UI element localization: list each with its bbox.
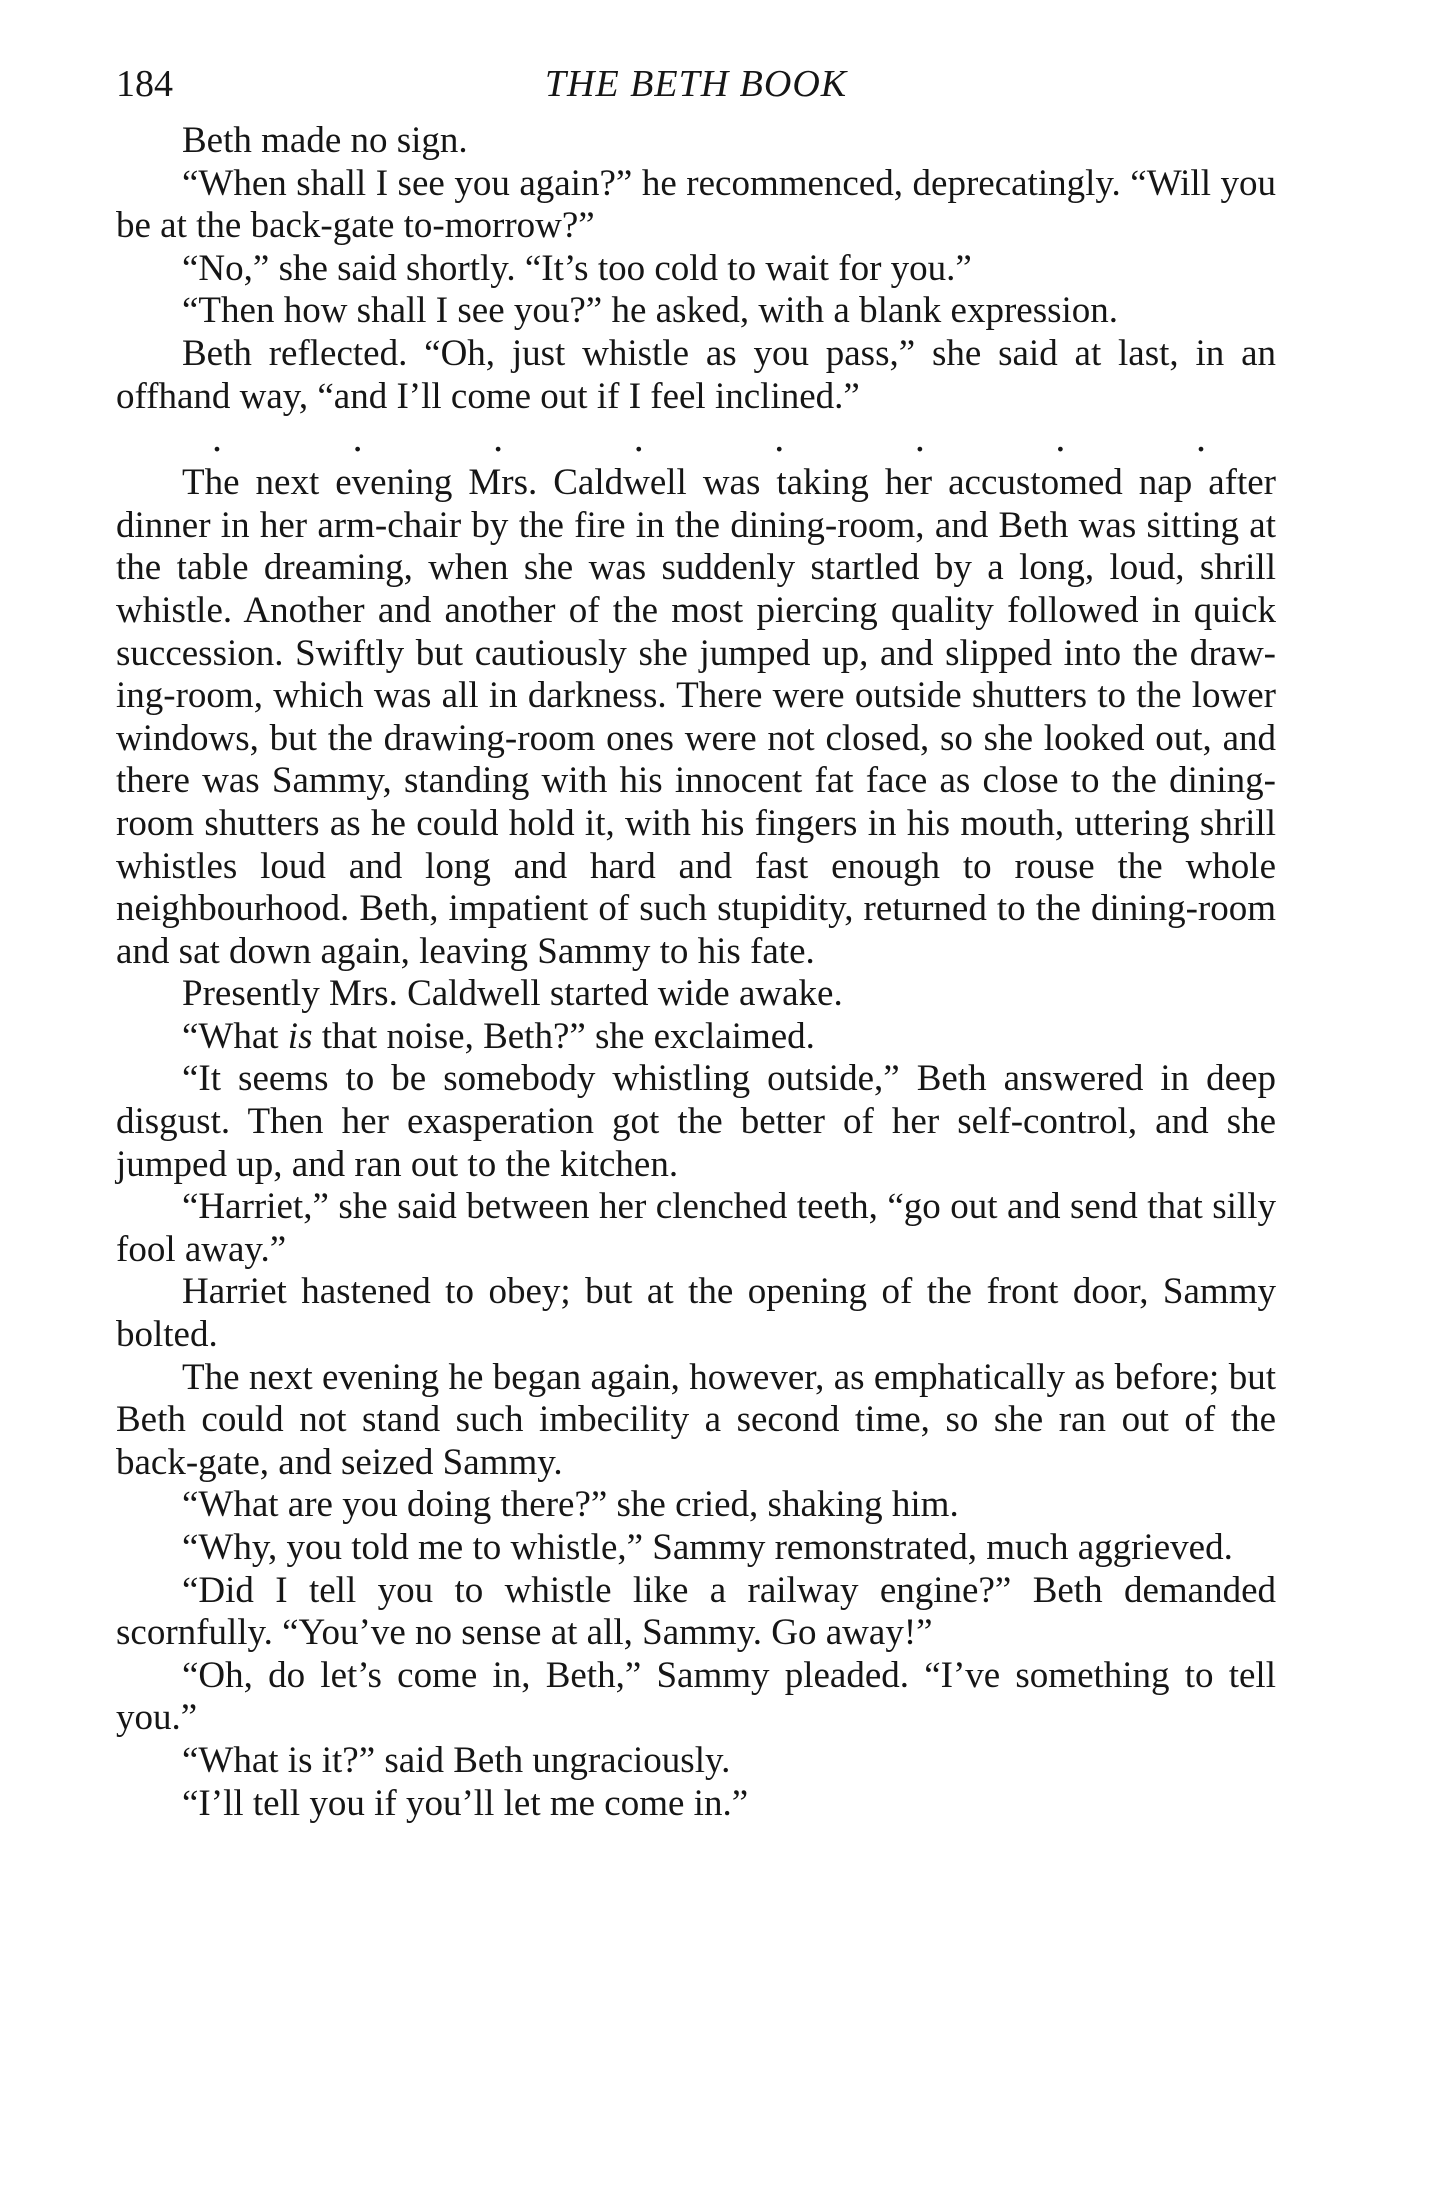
section-break-dot: .: [352, 415, 363, 461]
paragraph-text: that noise, Beth?” she exclaimed.: [312, 1015, 815, 1057]
paragraph: “Did I tell you to whistle like a railway engine?” Beth demanded scornfully. “You’ve no sense at all, Sammy. Go away!”: [116, 1569, 1276, 1654]
paragraph: “I’ll tell you if you’ll let me come in.”: [182, 1782, 749, 1824]
paragraph: “What are you doing there?” she cried, shaking him.: [182, 1484, 959, 1526]
section-break-dot: .: [1195, 415, 1206, 461]
emphasized-word: is: [287, 1015, 313, 1057]
running-head: [116, 56, 1276, 112]
paragraph: “Harriet,” she said between her clenched teeth, “go out and send that silly fool away.”: [116, 1186, 1276, 1270]
paragraph: “Oh, do let’s come in, Beth,” Sammy pleaded. “I’ve something to tell you.”: [116, 1654, 1276, 1739]
section-break-dot: .: [633, 415, 644, 461]
paragraph-text: “What: [182, 1015, 288, 1057]
paragraph: The next evening Mrs. Caldwell was taking her accustomed nap after dinner in her arm-chair by the fire in the dining-room, and Beth was sitting at the table dreaming, when she was suddenly startled by a long, loud, shrill whistle. Another and another of the most piercing quality followed in quick succession. Swiftly but cautiously she jumped up, and slipped into the drawing-room, which was all in darkness. There were outside shutters to the lower windows, but the drawing-room ones were not closed, so she looked out, and there was Sammy, standing with his innocent fat face as close to the dining-room shutters as he could hold it, with his fingers in his mouth, uttering shrill whistles loud and long and hard and fast enough to rouse the whole neighbourhood. Beth, impatient of such stupidity, returned to the dining-room and sat down again, leaving Sammy to his fate.: [116, 462, 1276, 972]
paragraph: “Why, you told me to whistle,” Sammy remonstrated, much aggrieved.: [182, 1527, 1233, 1568]
paragraph: “It seems to be somebody whistling outside,” Beth answered in deep disgust. Then her exasperation got the better of her self-control, and she jumped up, and ran out to the kitchen.: [116, 1058, 1276, 1185]
running-title: THE BETH BOOK: [544, 63, 848, 105]
section-break-dot: .: [774, 415, 785, 461]
section-break-dot: .: [1055, 415, 1066, 461]
paragraph: “Then how shall I see you?” he asked, with a blank expression.: [182, 290, 1119, 332]
paragraph: [116, 1016, 1276, 1059]
section-break: [116, 415, 1276, 462]
paragraph: “What is it?” said Beth ungraciously.: [182, 1739, 731, 1781]
book-page: [116, 56, 1276, 1825]
section-break-dot: .: [212, 415, 222, 461]
paragraph: Beth made no sign.: [182, 120, 468, 161]
body-text: [116, 120, 1276, 1825]
paragraph: “When shall I see you again?” he recommenced, deprecatingly. “Will you be at the back-gate to-morrow?”: [116, 162, 1276, 247]
paragraph: Harriet hastened to obey; but at the opening of the front door, Sammy bolted.: [116, 1271, 1276, 1356]
paragraph: Presently Mrs. Caldwell started wide awake.: [182, 973, 843, 1015]
paragraph: Beth reflected. “Oh, just whistle as you pass,” she said at last, in an offhand way, “and I’ll come out if I feel inclined.”: [116, 332, 1276, 417]
section-break-dot: .: [493, 415, 504, 461]
paragraph: The next evening he began again, however, as emphatically as before; but Beth could not stand such imbecility a second time, so she ran out of the back-gate, and seized Sammy.: [116, 1356, 1276, 1483]
paragraph: “No,” she said shortly. “It’s too cold to wait for you.”: [182, 247, 972, 289]
page-number: 184: [116, 63, 173, 105]
section-break-dot: .: [914, 415, 925, 461]
